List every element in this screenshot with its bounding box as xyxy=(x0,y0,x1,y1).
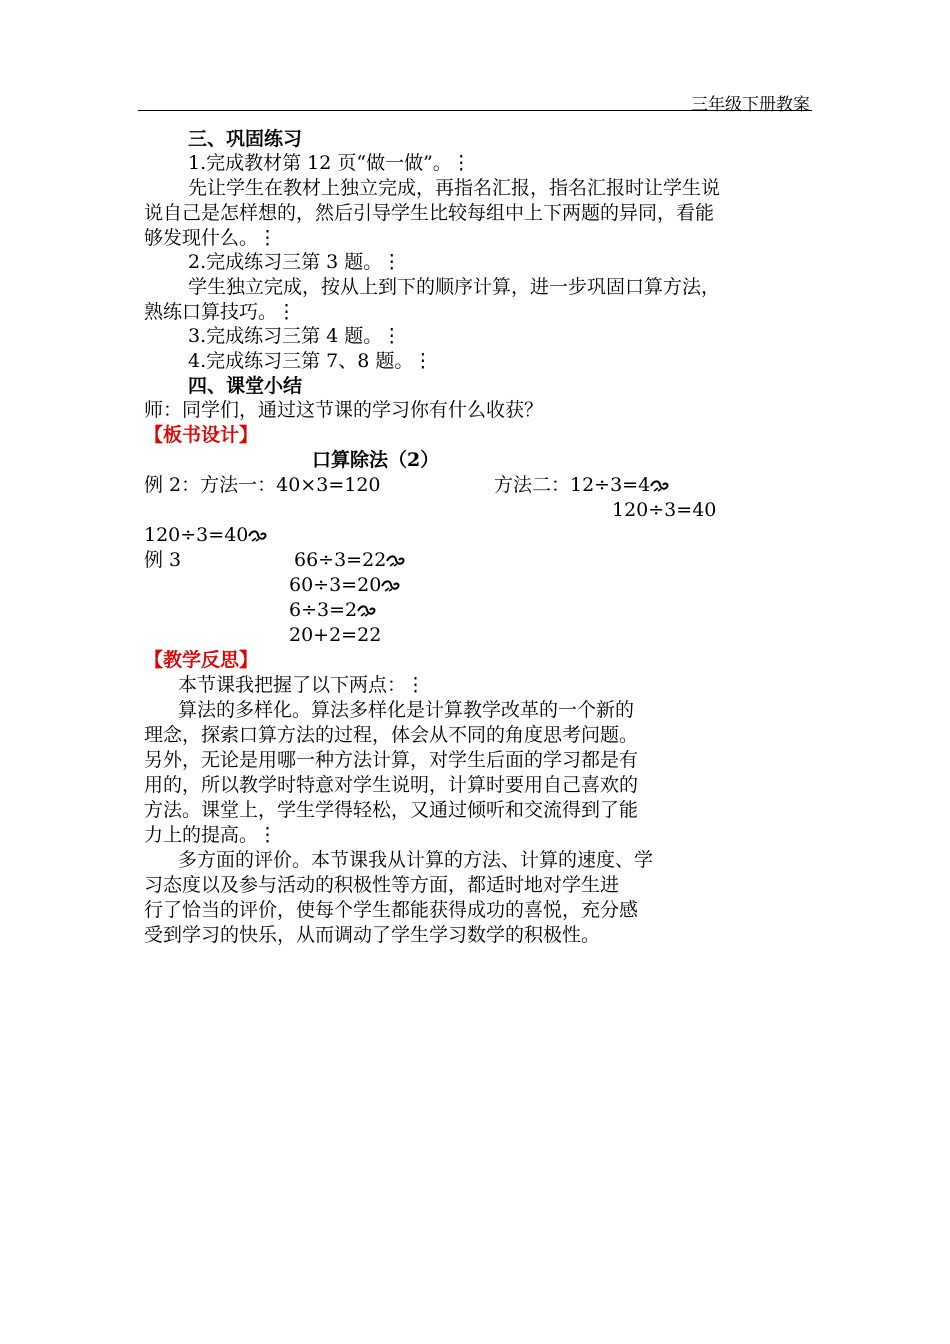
remainder-mark-icon xyxy=(650,479,670,493)
remainder-mark-icon xyxy=(357,604,377,618)
reflection-paragraph-1: 另外，无论是用哪一种方法计算，对学生后面的学习都是有 xyxy=(144,749,639,771)
example-3-step: 6÷3=2 xyxy=(289,598,377,622)
example-3-step: 20+2=22 xyxy=(289,624,382,646)
board-heading: 【板书设计】 xyxy=(144,424,259,446)
practice-item-1-desc: 够发现什么。⋮ xyxy=(144,227,278,249)
practice-item-2-desc: 学生独立完成，按从上到下的顺序计算，进一步巩固口算方法， xyxy=(188,276,721,298)
header-rule xyxy=(138,110,812,111)
example-2-method-2-line-2: 120÷3=40 xyxy=(612,499,717,521)
practice-item-1-desc: 说自己是怎样想的，然后引导学生比较每组中上下两题的异同，看能 xyxy=(144,202,715,224)
reflection-paragraph-1: 用的，所以教学时特意对学生说明，计算时要用自己喜欢的 xyxy=(144,774,639,796)
example-2-result: 120÷3=40 xyxy=(144,523,268,547)
reflection-paragraph-2: 习态度以及参与活动的积极性等方面，都适时地对学生进 xyxy=(144,874,620,896)
reflection-paragraph-1: 理念，探索口算方法的过程，体会从不同的角度思考问题。 xyxy=(144,724,639,746)
remainder-mark-icon xyxy=(386,554,406,568)
practice-item-2: 2.完成练习三第 3 题。⋮ xyxy=(188,251,402,273)
remainder-mark-icon xyxy=(381,579,401,593)
remainder-mark-icon xyxy=(248,529,268,543)
header-title: 三年级下册教案 xyxy=(691,95,810,115)
summary-teacher-line: 师：同学们，通过这节课的学习你有什么收获？ xyxy=(144,399,544,421)
example-2-method-1: 例 2：方法一：40×3=120 xyxy=(144,474,381,496)
reflection-paragraph-1: 算法的多样化。算法多样化是计算教学改革的一个新的 xyxy=(178,699,635,721)
example-2-method-2: 方法二：12÷3=4 xyxy=(494,473,670,497)
example-3-step: 66÷3=22 xyxy=(294,548,406,572)
example-3-label: 例 3 xyxy=(144,549,182,571)
practice-item-2-desc: 熟练口算技巧。⋮ xyxy=(144,301,297,323)
reflection-paragraph-2: 受到学习的快乐，从而调动了学生学习数学的积极性。 xyxy=(144,924,601,946)
practice-item-3: 3.完成练习三第 4 题。⋮ xyxy=(188,325,402,347)
reflection-paragraph-2: 多方面的评价。本节课我从计算的方法、计算的速度、学 xyxy=(178,849,654,871)
reflection-paragraph-2: 行了恰当的评价，使每个学生都能获得成功的喜悦，充分感 xyxy=(144,899,639,921)
reflection-intro: 本节课我把握了以下两点：⋮ xyxy=(178,674,426,696)
practice-item-1-desc: 先让学生在教材上独立完成，再指名汇报，指名汇报时让学生说 xyxy=(188,177,721,199)
practice-item-1: 1.完成教材第 12 页“做一做”。⋮ xyxy=(188,152,471,174)
practice-heading: 三、巩固练习 xyxy=(188,128,303,150)
board-title: 口算除法（2） xyxy=(312,449,440,471)
reflection-paragraph-1: 方法。课堂上，学生学得轻松，又通过倾听和交流得到了能 xyxy=(144,799,639,821)
reflection-heading: 【教学反思】 xyxy=(144,649,259,671)
practice-item-4: 4.完成练习三第 7、8 题。⋮ xyxy=(188,350,433,372)
summary-heading: 四、课堂小结 xyxy=(188,375,303,397)
example-3-step: 60÷3=20 xyxy=(289,573,401,597)
reflection-paragraph-1: 力上的提高。⋮ xyxy=(144,824,278,846)
